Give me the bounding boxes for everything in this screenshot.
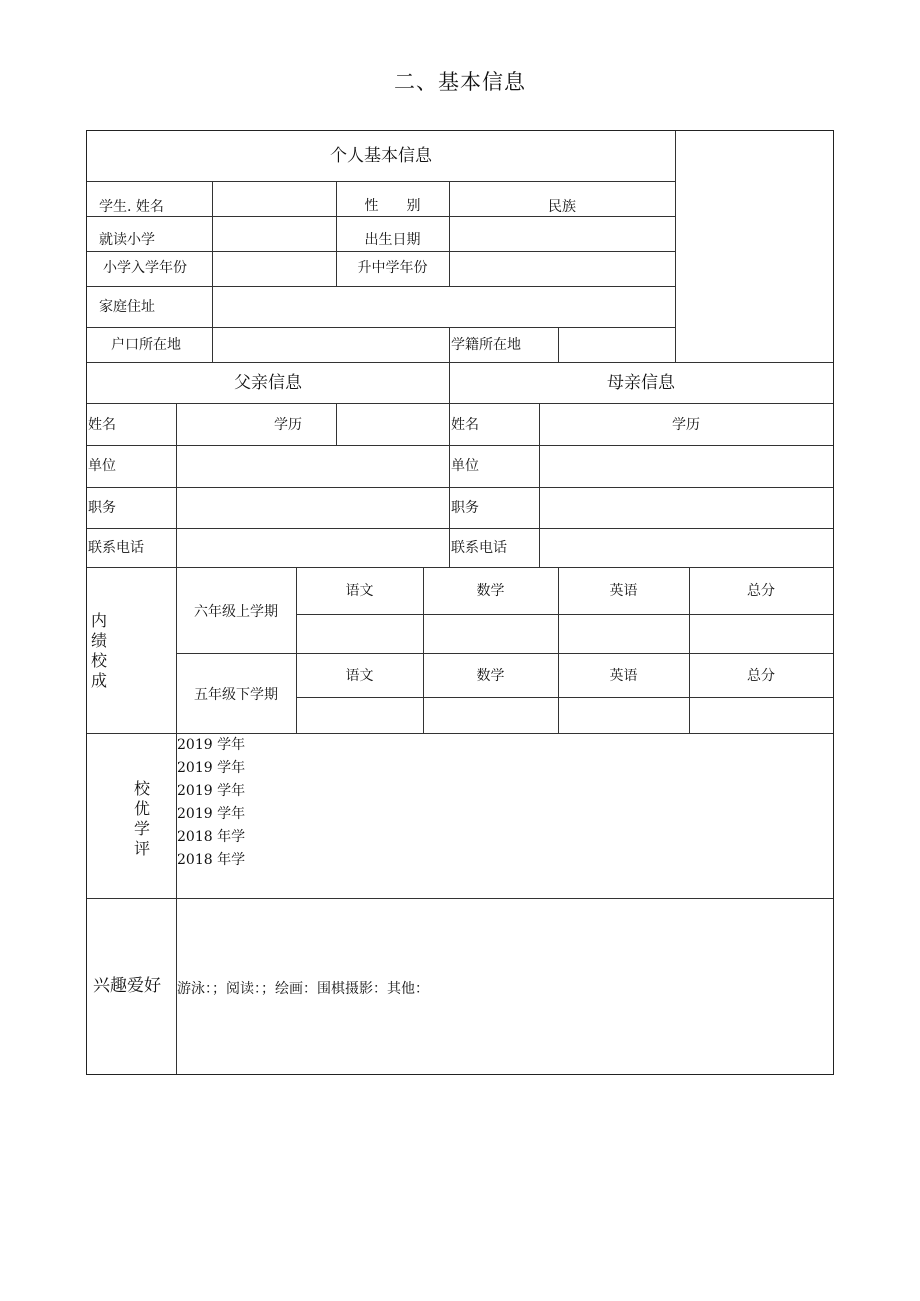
grid-line <box>87 898 833 899</box>
grid-line <box>87 528 833 529</box>
mother-employer-label: 单位 <box>451 458 479 474</box>
mother-education-label: 学历 <box>672 417 700 433</box>
mother-info-header: 母亲信息 <box>607 373 675 393</box>
birth-date-label: 出生日期 <box>364 232 421 248</box>
award-entry: 2019 学年 <box>177 806 246 822</box>
grades-section-label: 内绩校成 <box>90 611 107 690</box>
grid-line <box>212 181 213 327</box>
award-entry: 2018 年学 <box>177 829 246 845</box>
grid-line <box>449 327 450 362</box>
awards-section-label: 校优学评 <box>133 779 150 858</box>
grid-line <box>87 251 675 252</box>
gender-label: 性 别 <box>364 198 421 214</box>
mother-position-label: 职务 <box>451 500 479 516</box>
term-label-grade5-second: 五年级下学期 <box>194 687 278 703</box>
student-name-label: 学生. 姓名 <box>99 199 164 215</box>
ethnicity-label: 民族 <box>548 199 576 215</box>
primary-school-label: 就读小学 <box>99 232 155 248</box>
grid-line <box>87 445 833 446</box>
grid-line <box>87 403 833 404</box>
father-phone-label: 联系电话 <box>88 540 144 556</box>
grid-line <box>87 327 675 328</box>
subject-header: 英语 <box>609 583 638 599</box>
subject-header: 语文 <box>345 668 374 684</box>
hobbies-text: 游泳：；阅读：；绘画：围棋摄影：其他： <box>177 981 429 997</box>
grid-line <box>449 362 450 567</box>
term-label-grade6-first: 六年级上学期 <box>194 604 278 620</box>
grid-line <box>296 614 833 615</box>
grid-line <box>87 487 833 488</box>
hobbies-label: 兴趣爱好 <box>93 976 161 996</box>
grid-line <box>87 181 675 182</box>
father-employer-label: 单位 <box>88 458 116 474</box>
page-title: 二、基本信息 <box>394 70 526 94</box>
subject-header: 数学 <box>476 583 505 599</box>
father-position-label: 职务 <box>88 500 116 516</box>
hukou-location-label: 户口所在地 <box>111 337 181 353</box>
award-entry: 2019 学年 <box>177 737 246 753</box>
grid-line <box>87 567 833 568</box>
grid-line <box>176 653 833 654</box>
personal-info-header: 个人基本信息 <box>330 146 432 166</box>
middle-entry-year-label: 升中学年份 <box>357 260 428 276</box>
mother-name-label: 姓名 <box>451 417 479 433</box>
subject-header: 总分 <box>747 583 775 599</box>
mother-phone-label: 联系电话 <box>451 540 507 556</box>
subject-header: 语文 <box>345 583 374 599</box>
primary-entry-year-label: 小学入学年份 <box>103 260 187 276</box>
grid-line <box>558 327 559 362</box>
grid-line <box>87 286 675 287</box>
award-entry: 2018 年学 <box>177 852 246 868</box>
subject-header: 数学 <box>476 668 505 684</box>
father-education-label: 学历 <box>274 417 302 433</box>
grid-line <box>675 131 676 362</box>
grid-line <box>212 327 213 362</box>
grid-line <box>449 181 450 286</box>
father-name-label: 姓名 <box>88 417 116 433</box>
grid-line <box>176 403 177 567</box>
subject-header: 总分 <box>747 668 775 684</box>
subject-header: 英语 <box>609 668 638 684</box>
school-register-location-label: 学籍所在地 <box>451 337 521 353</box>
grid-line <box>87 362 833 363</box>
grid-line <box>296 697 833 698</box>
student-info-form <box>86 130 834 1075</box>
grid-line <box>87 216 675 217</box>
home-address-label: 家庭住址 <box>99 299 155 315</box>
grid-line <box>87 733 833 734</box>
award-entry: 2019 学年 <box>177 760 246 776</box>
award-entry: 2019 学年 <box>177 783 246 799</box>
father-info-header: 父亲信息 <box>234 373 302 393</box>
